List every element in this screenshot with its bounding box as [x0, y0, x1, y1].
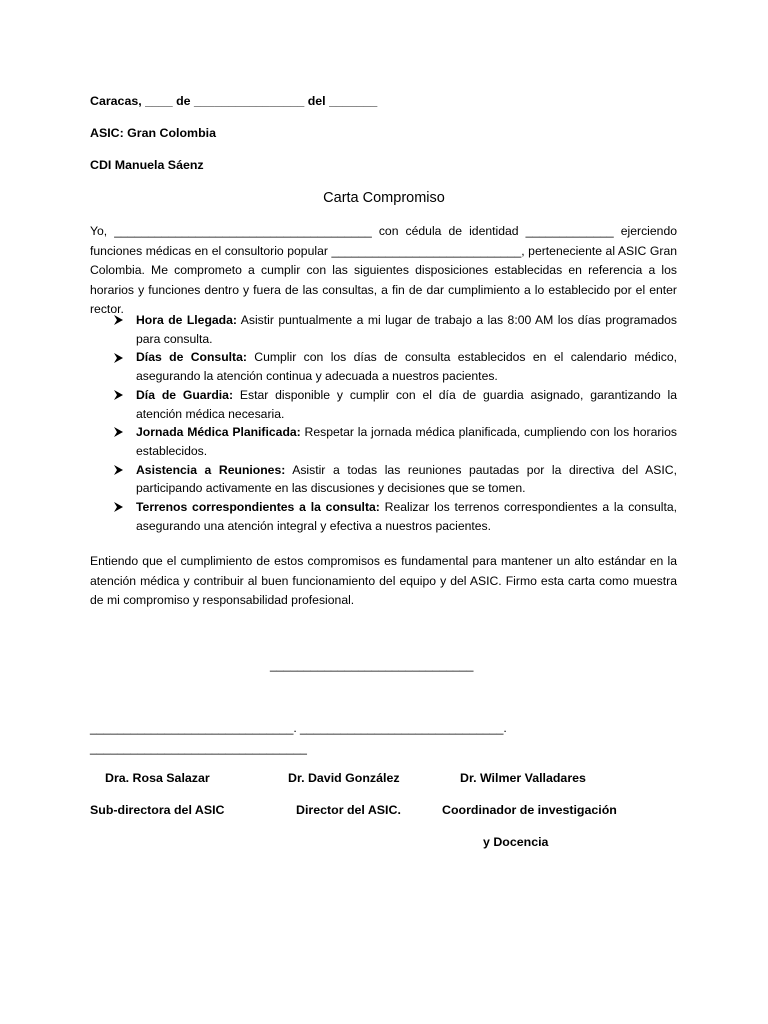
list-item — [90, 311, 677, 348]
closing-paragraph: Entiendo que el cumplimiento de estos compromisos es fundamental para mantener un alto estándar en la atención médica y contribuir al buen funcionamiento del equipo y del ASIC. Firmo esta carta como muestra de mi compromiso y responsabilidad profesional. — [90, 554, 677, 607]
list-item — [90, 461, 677, 498]
signature-line-middle: ______________________________. — [300, 721, 507, 735]
list-item — [90, 423, 677, 460]
intro-paragraph: Yo, ______________________________________ con cédula de identidad _____________ ejerciendo funciones médicas en el consultorio popular ____________________________, perteneciente al ASIC Gran Colombia. Me comprometo a cumplir con las siguientes disposiciones establecidas en referencia a los horarios y funciones dentro y fuera de las consultas, a fin de dar cumplimiento a lo establecido por el enter rector. — [90, 224, 677, 316]
item-text: Asistir puntualmente a mi lugar de trabajo a las 8:00 AM los días programados para consulta. — [136, 313, 678, 346]
signature-line-left-second: ________________________________ — [90, 741, 307, 755]
cdi-line: CDI Manuela Sáenz — [90, 158, 204, 172]
asic-line: ASIC: Gran Colombia — [90, 126, 216, 140]
arrowhead-bullet-icon — [110, 461, 126, 480]
item-text: Realizar los terrenos correspondientes a la consulta, asegurando una atención integral y efectiva a nuestros pacientes. — [136, 500, 677, 533]
signatory-name: Dra. Rosa Salazar — [105, 771, 210, 785]
item-text: Respetar la jornada médica planificada, cumpliendo con los horarios establecidos. — [136, 425, 677, 458]
list-item — [90, 386, 677, 423]
arrowhead-bullet-icon — [110, 386, 126, 405]
signatory-role: Director del ASIC. — [296, 803, 401, 817]
arrowhead-bullet-icon — [110, 311, 126, 330]
signatory-name: Dr. David González — [288, 771, 400, 785]
item-label: Jornada Médica Planificada: — [136, 425, 301, 440]
list-item — [90, 498, 677, 535]
item-label: Día de Guardia: — [136, 387, 233, 402]
item-label: Días de Consulta: — [136, 350, 247, 365]
document-title: Carta Compromiso — [323, 190, 445, 206]
list-item — [90, 348, 677, 385]
signature-line-center: ______________________________ — [270, 658, 474, 672]
date-line: Caracas, ____ de ________________ del _______ — [90, 94, 378, 108]
item-text: Asistir a todas las reuniones pautadas por la directiva del ASIC, participando activamente en las discusiones y decisiones que se tomen. — [136, 462, 677, 496]
item-label: Hora de Llegada: — [136, 313, 237, 327]
signatory-role-line2: y Docencia — [483, 835, 549, 849]
item-text: Cumplir con los días de consulta establecidos en el calendario médico, asegurando la atención continua y adecuada a nuestros pacientes. — [136, 350, 677, 384]
signatory-role: Coordinador de investigación — [442, 803, 617, 817]
signatory-name: Dr. Wilmer Valladares — [460, 771, 586, 785]
item-label: Asistencia a Reuniones: — [136, 462, 286, 477]
arrowhead-bullet-icon — [110, 423, 126, 442]
commitments-list — [90, 311, 677, 535]
arrowhead-bullet-icon — [110, 348, 126, 367]
item-text: Estar disponible y cumplir con el día de guardia asignado, garantizando la atención médica necesaria. — [136, 387, 677, 421]
item-label: Terrenos correspondientes a la consulta: — [136, 500, 380, 515]
signature-line-left: ______________________________. — [90, 721, 297, 735]
arrowhead-bullet-icon — [110, 498, 126, 517]
signatory-role: Sub-directora del ASIC — [90, 803, 225, 817]
